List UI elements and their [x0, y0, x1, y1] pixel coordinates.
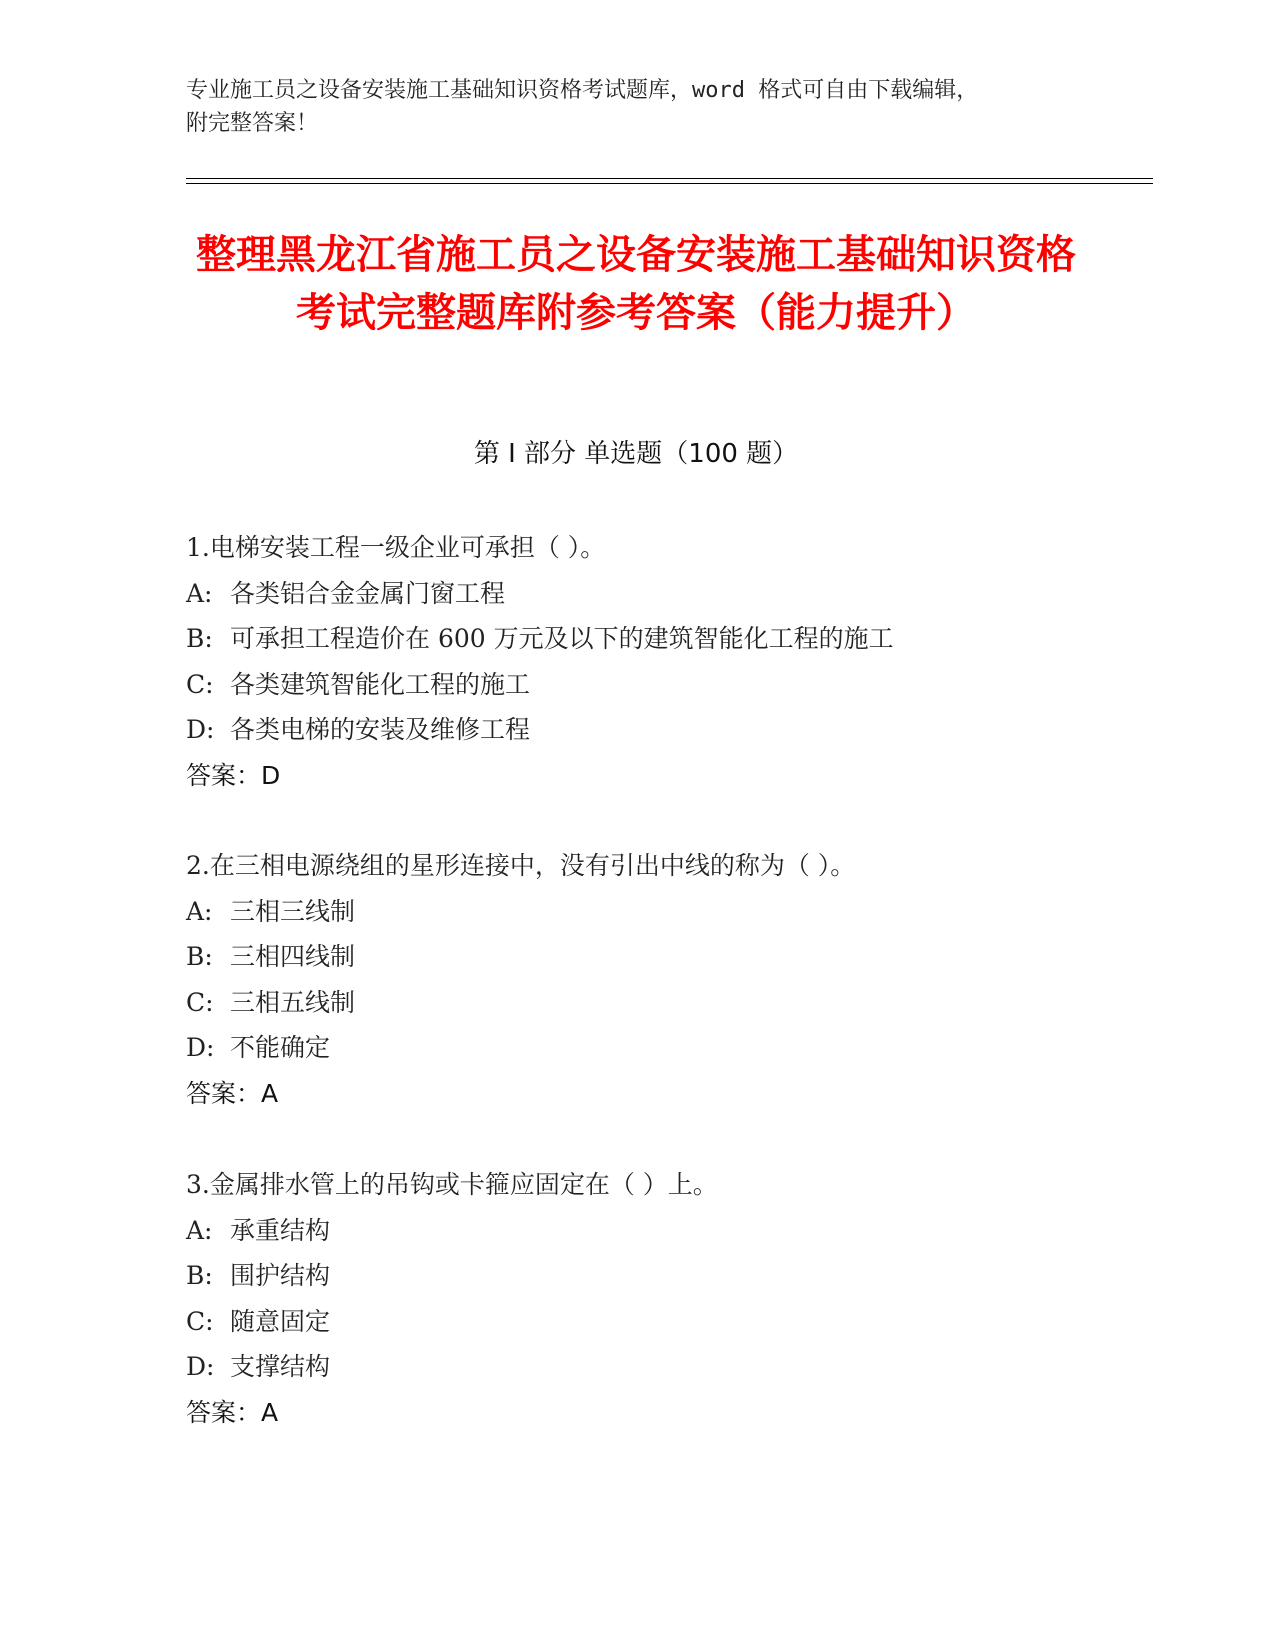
option-letter: C:	[186, 1306, 214, 1336]
question-stem: 2.在三相电源绕组的星形连接中，没有引出中线的称为（ ）。	[186, 851, 856, 880]
option-c	[186, 1299, 1186, 1345]
option-letter: B:	[186, 624, 213, 653]
option-b	[186, 934, 1186, 980]
header-rule-bottom	[186, 183, 1153, 184]
option-letter: A:	[186, 578, 213, 608]
option-text: 三相三线制	[230, 896, 356, 926]
option-text: 可承担工程造价在 600 万元及以下的建筑智能化工程的施工	[230, 624, 894, 653]
answer: 答案：A	[186, 1397, 279, 1427]
option-a	[186, 571, 1186, 617]
option-d	[186, 1344, 1186, 1390]
option-text: 围护结构	[230, 1261, 331, 1290]
header-rule-top	[186, 178, 1153, 179]
option-letter: D:	[186, 1033, 215, 1062]
question-3	[186, 1162, 1186, 1435]
option-letter: D:	[186, 715, 215, 744]
question-1	[186, 525, 1186, 798]
option-letter: A:	[186, 1215, 213, 1245]
option-d	[186, 1025, 1186, 1071]
section-title: 第 I 部分 单选题（100 题）	[473, 439, 799, 469]
question-2	[186, 843, 1186, 1116]
header-note-line-1: 专业施工员之设备安装施工基础知识资格考试题库，word 格式可自由下载编辑，	[186, 78, 979, 103]
option-b	[186, 1253, 1186, 1299]
option-a	[186, 1208, 1186, 1254]
option-letter: A:	[186, 896, 213, 926]
option-letter: C:	[186, 987, 214, 1017]
header-note	[186, 74, 1086, 140]
option-text: 三相四线制	[230, 942, 356, 971]
question-stem: 3.金属排水管上的吊钩或卡箍应固定在（ ）上。	[186, 1170, 718, 1199]
option-b	[186, 616, 1186, 662]
option-a	[186, 889, 1186, 935]
option-text: 支撑结构	[230, 1352, 331, 1381]
option-letter: B:	[186, 942, 213, 971]
option-text: 各类电梯的安装及维修工程	[230, 715, 531, 744]
option-d	[186, 707, 1186, 753]
option-text: 不能确定	[230, 1033, 331, 1062]
document-title: 整理黑龙江省施工员之设备安装施工基础知识资格考试完整题库附参考答案（能力提升）	[196, 232, 1076, 336]
option-text: 三相五线制	[230, 987, 356, 1017]
option-letter: D:	[186, 1352, 215, 1381]
header-note-line-2: 附完整答案！	[186, 111, 319, 136]
option-text: 各类建筑智能化工程的施工	[230, 669, 531, 699]
option-c	[186, 662, 1186, 708]
answer: 答案：A	[186, 1078, 279, 1108]
option-letter: B:	[186, 1261, 213, 1290]
option-text: 承重结构	[230, 1215, 331, 1245]
option-letter: C:	[186, 669, 214, 699]
option-c	[186, 980, 1186, 1026]
option-text: 各类铝合金金属门窗工程	[230, 578, 506, 608]
question-stem: 1.电梯安装工程一级企业可承担（ ）。	[186, 533, 606, 562]
answer: 答案：D	[186, 760, 281, 790]
option-text: 随意固定	[230, 1306, 331, 1336]
